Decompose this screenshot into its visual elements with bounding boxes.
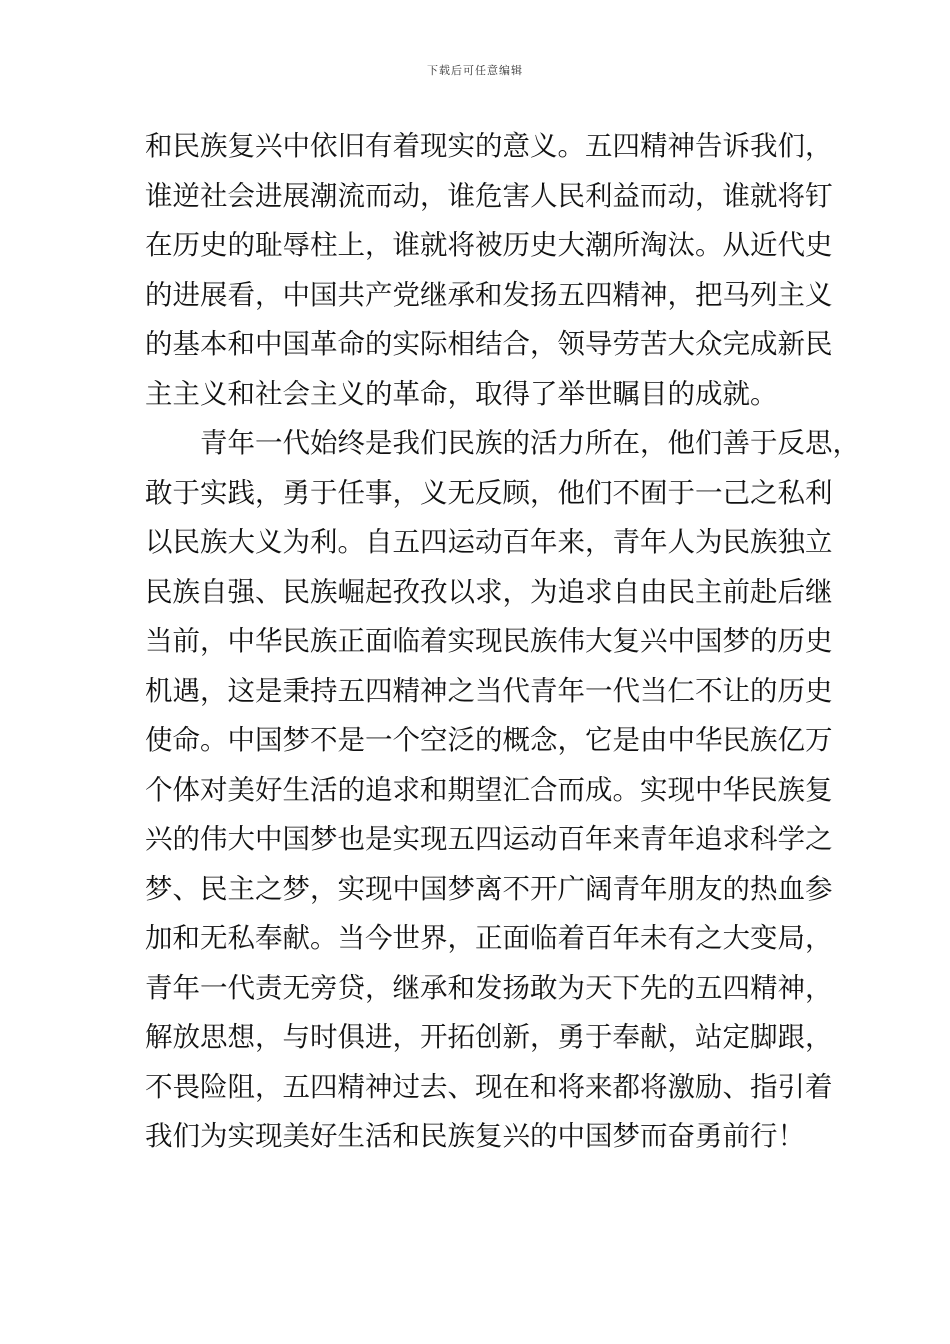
text-line: 主主义和社会主义的革命，取得了举世瞩目的成就。 bbox=[145, 377, 778, 410]
text-line: 我们为实现美好生活和民族复兴的中国梦而奋勇前行！ bbox=[145, 1120, 805, 1152]
text-line: 使命。中国梦不是一个空泛的概念，它是由中华民族亿万 bbox=[145, 724, 833, 756]
text-line: 的基本和中国革命的实际相结合，领导劳苦大众完成新民 bbox=[145, 328, 833, 360]
text-line: 兴的伟大中国梦也是实现五四运动百年来青年追求科学之 bbox=[145, 823, 833, 855]
text-line: 解放思想，与时俱进，开拓创新，勇于奉献，站定脚跟， bbox=[145, 1021, 833, 1053]
text-line: 青年一代责无旁贷，继承和发扬敢为天下先的五四精神， bbox=[145, 971, 833, 1004]
text-line: 不畏险阻，五四精神过去、现在和将来都将激励、指引着 bbox=[145, 1070, 833, 1103]
text-line: 敢于实践，勇于任事，义无反顾，他们不囿于一己之私利 bbox=[145, 476, 833, 509]
text-line: 民族自强、民族崛起孜孜以求，为追求自由民主前赴后继 bbox=[145, 575, 833, 608]
text-line: 机遇，这是秉持五四精神之当代青年一代当仁不让的历史 bbox=[145, 674, 833, 707]
text-line: 梦、民主之梦，实现中国梦离不开广阔青年朋友的热血参 bbox=[145, 872, 833, 905]
text-line: 在历史的耻辱柱上，谁就将被历史大潮所淘汰。从近代史 bbox=[145, 229, 833, 261]
text-line: 和民族复兴中依旧有着现实的意义。五四精神告诉我们， bbox=[145, 130, 833, 162]
text-line: 的进展看，中国共产党继承和发扬五四精神，把马列主义 bbox=[145, 278, 833, 311]
text-line: 加和无私奉献。当今世界，正面临着百年未有之大变局， bbox=[145, 922, 833, 954]
text-line: 当前，中华民族正面临着实现民族伟大复兴中国梦的历史 bbox=[145, 625, 833, 657]
page-header: 下载后可任意编辑 bbox=[427, 64, 523, 77]
document-body bbox=[145, 122, 860, 1162]
text-line: 谁逆社会进展潮流而动，谁危害人民利益而动，谁就将钉 bbox=[145, 179, 833, 212]
text-line: 个体对美好生活的追求和期望汇合而成。实现中华民族复 bbox=[145, 773, 833, 806]
paragraph-start-line: 青年一代始终是我们民族的活力所在，他们善于反思， bbox=[200, 427, 860, 459]
text-line: 以民族大义为利。自五四运动百年来，青年人为民族独立 bbox=[145, 526, 833, 558]
